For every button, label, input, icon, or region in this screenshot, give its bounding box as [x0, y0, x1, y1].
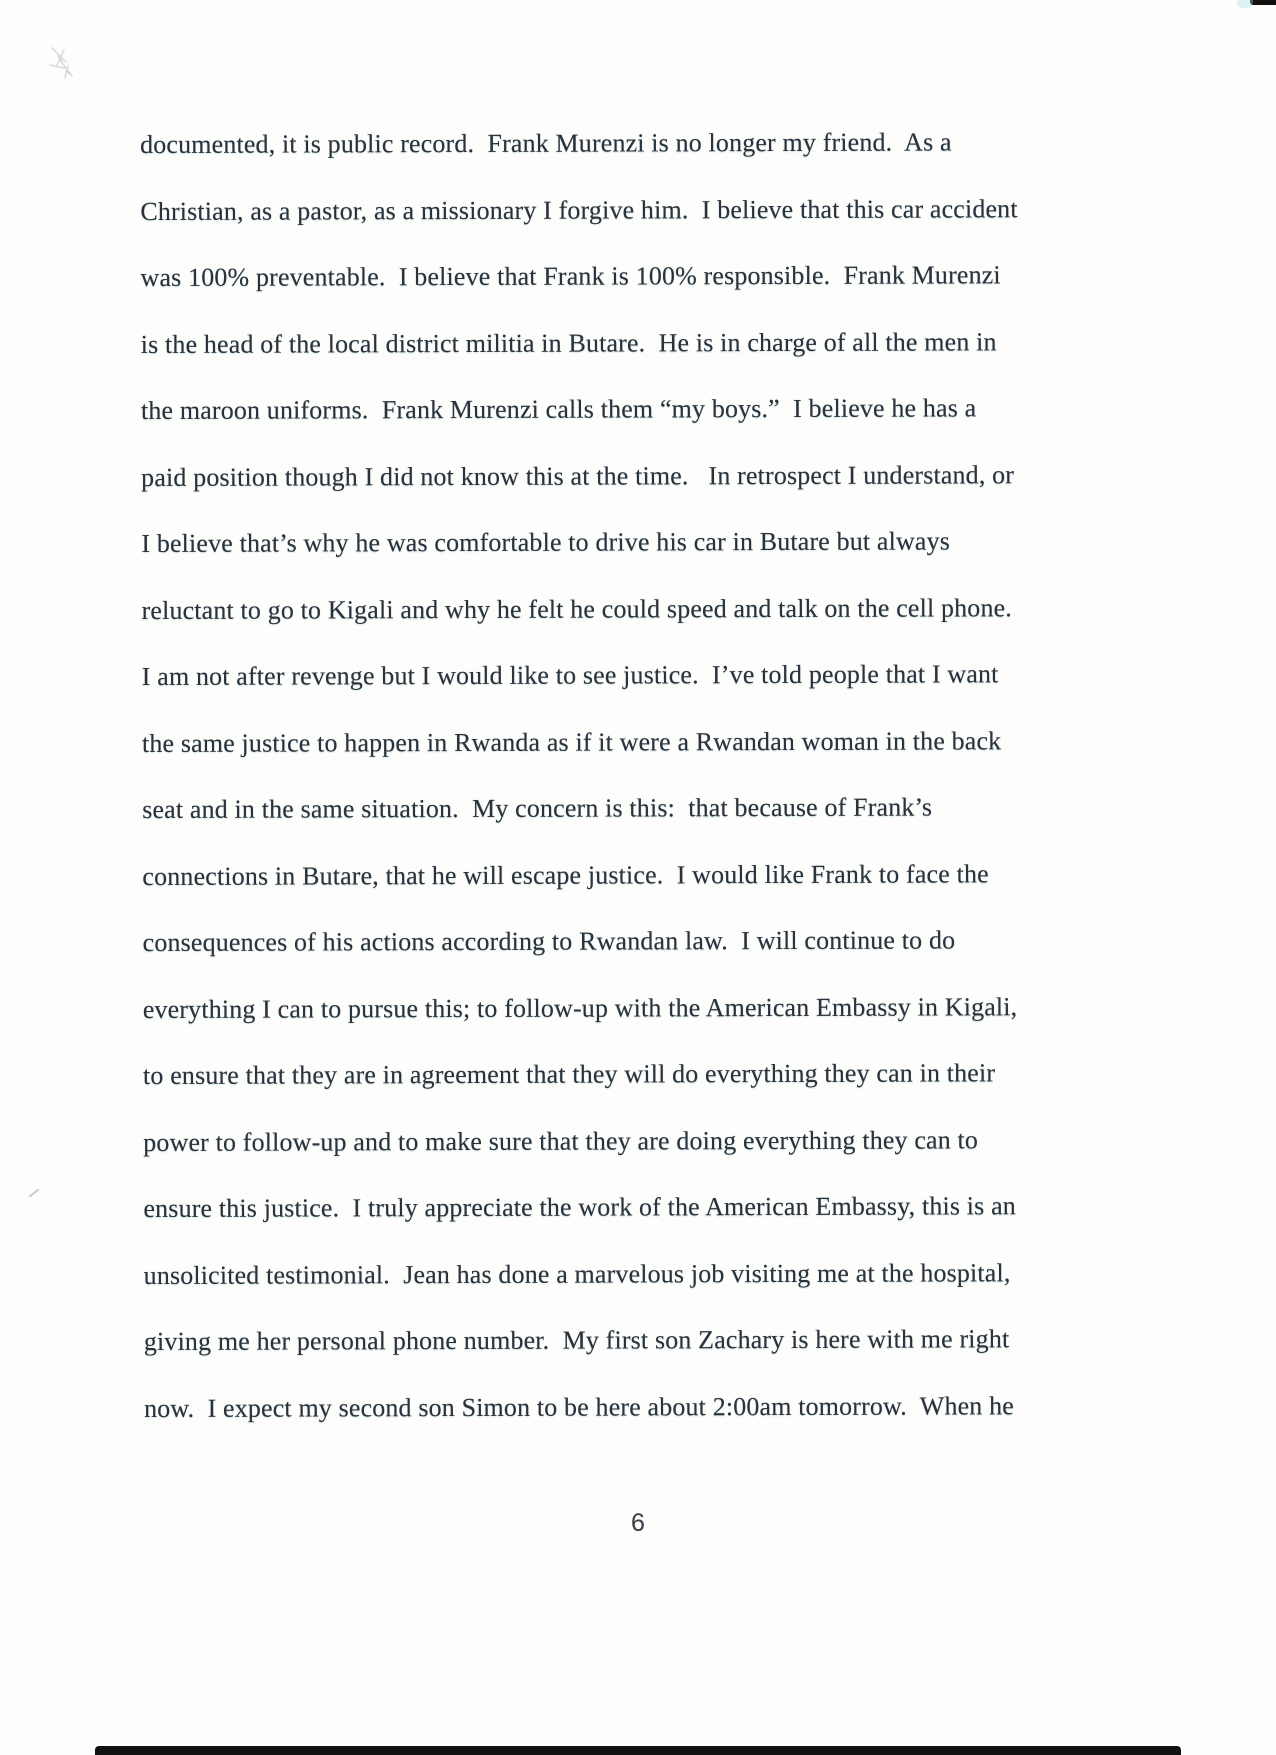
text-line: consequences of his actions according to Rwandan law. I will continue to do — [142, 925, 956, 957]
text-line: everything I can to pursue this; to follow-up with the American Embassy in Kigali, — [142, 991, 1018, 1024]
text-line: Christian, as a pastor, as a missionary I forgive him. I believe that this car accident — [140, 193, 1018, 226]
text-line: I believe that’s why he was comfortable to drive his car in Butare but always — [141, 526, 951, 558]
text-line: to ensure that they are in agreement that they will do everything they can in their — [142, 1058, 996, 1090]
text-line: paid position though I did not know this at the time. In retrospect I understand, or — [141, 459, 1015, 492]
text-line: was 100% preventable. I believe that Frank is 100% responsible. Frank Murenzi — [140, 260, 1001, 292]
text-line: now. I expect my second son Simon to be here about 2:00am tomorrow. When he — [144, 1390, 1014, 1423]
text-line: connections in Butare, that he will escape justice. I would like Frank to face the — [142, 858, 989, 891]
text-line: the same justice to happen in Rwanda as if it were a Rwandan woman in the back — [141, 725, 1002, 758]
text-line: is the head of the local district militia in Butare. He is in charge of all the men in — [140, 326, 997, 359]
text-line: documented, it is public record. Frank Murenzi is no longer my friend. As a — [140, 127, 952, 159]
pencil-smudge-artifact — [38, 38, 86, 90]
text-line: I am not after revenge but I would like to see justice. I’ve told people that I want — [141, 659, 999, 691]
text-line: giving me her personal phone number. My first son Zachary is here with me right — [143, 1324, 1010, 1356]
page-number: 6 — [631, 1509, 645, 1537]
text-line: power to follow-up and to make sure that they are doing everything they can to — [143, 1124, 979, 1157]
text-line: the maroon uniforms. Frank Murenzi calls them “my boys.” I believe he has a — [140, 393, 977, 425]
text-line: ensure this justice. I truly appreciate the work of the American Embassy, this is an — [143, 1191, 1016, 1223]
left-margin-tick-artifact — [29, 1189, 40, 1198]
bottom-scan-strip-artifact — [95, 1746, 1181, 1755]
text-line: reluctant to go to Kigali and why he felt he could speed and talk on the cell phone. — [141, 592, 1012, 625]
text-line: seat and in the same situation. My concern is this: that because of Frank’s — [142, 792, 933, 824]
document-body-text — [140, 109, 1204, 1442]
text-line: unsolicited testimonial. Jean has done a marvelous job visiting me at the hospital, — [143, 1257, 1011, 1290]
top-right-scan-mark — [1250, 0, 1276, 5]
top-right-cyan-smudge — [1237, 0, 1253, 8]
